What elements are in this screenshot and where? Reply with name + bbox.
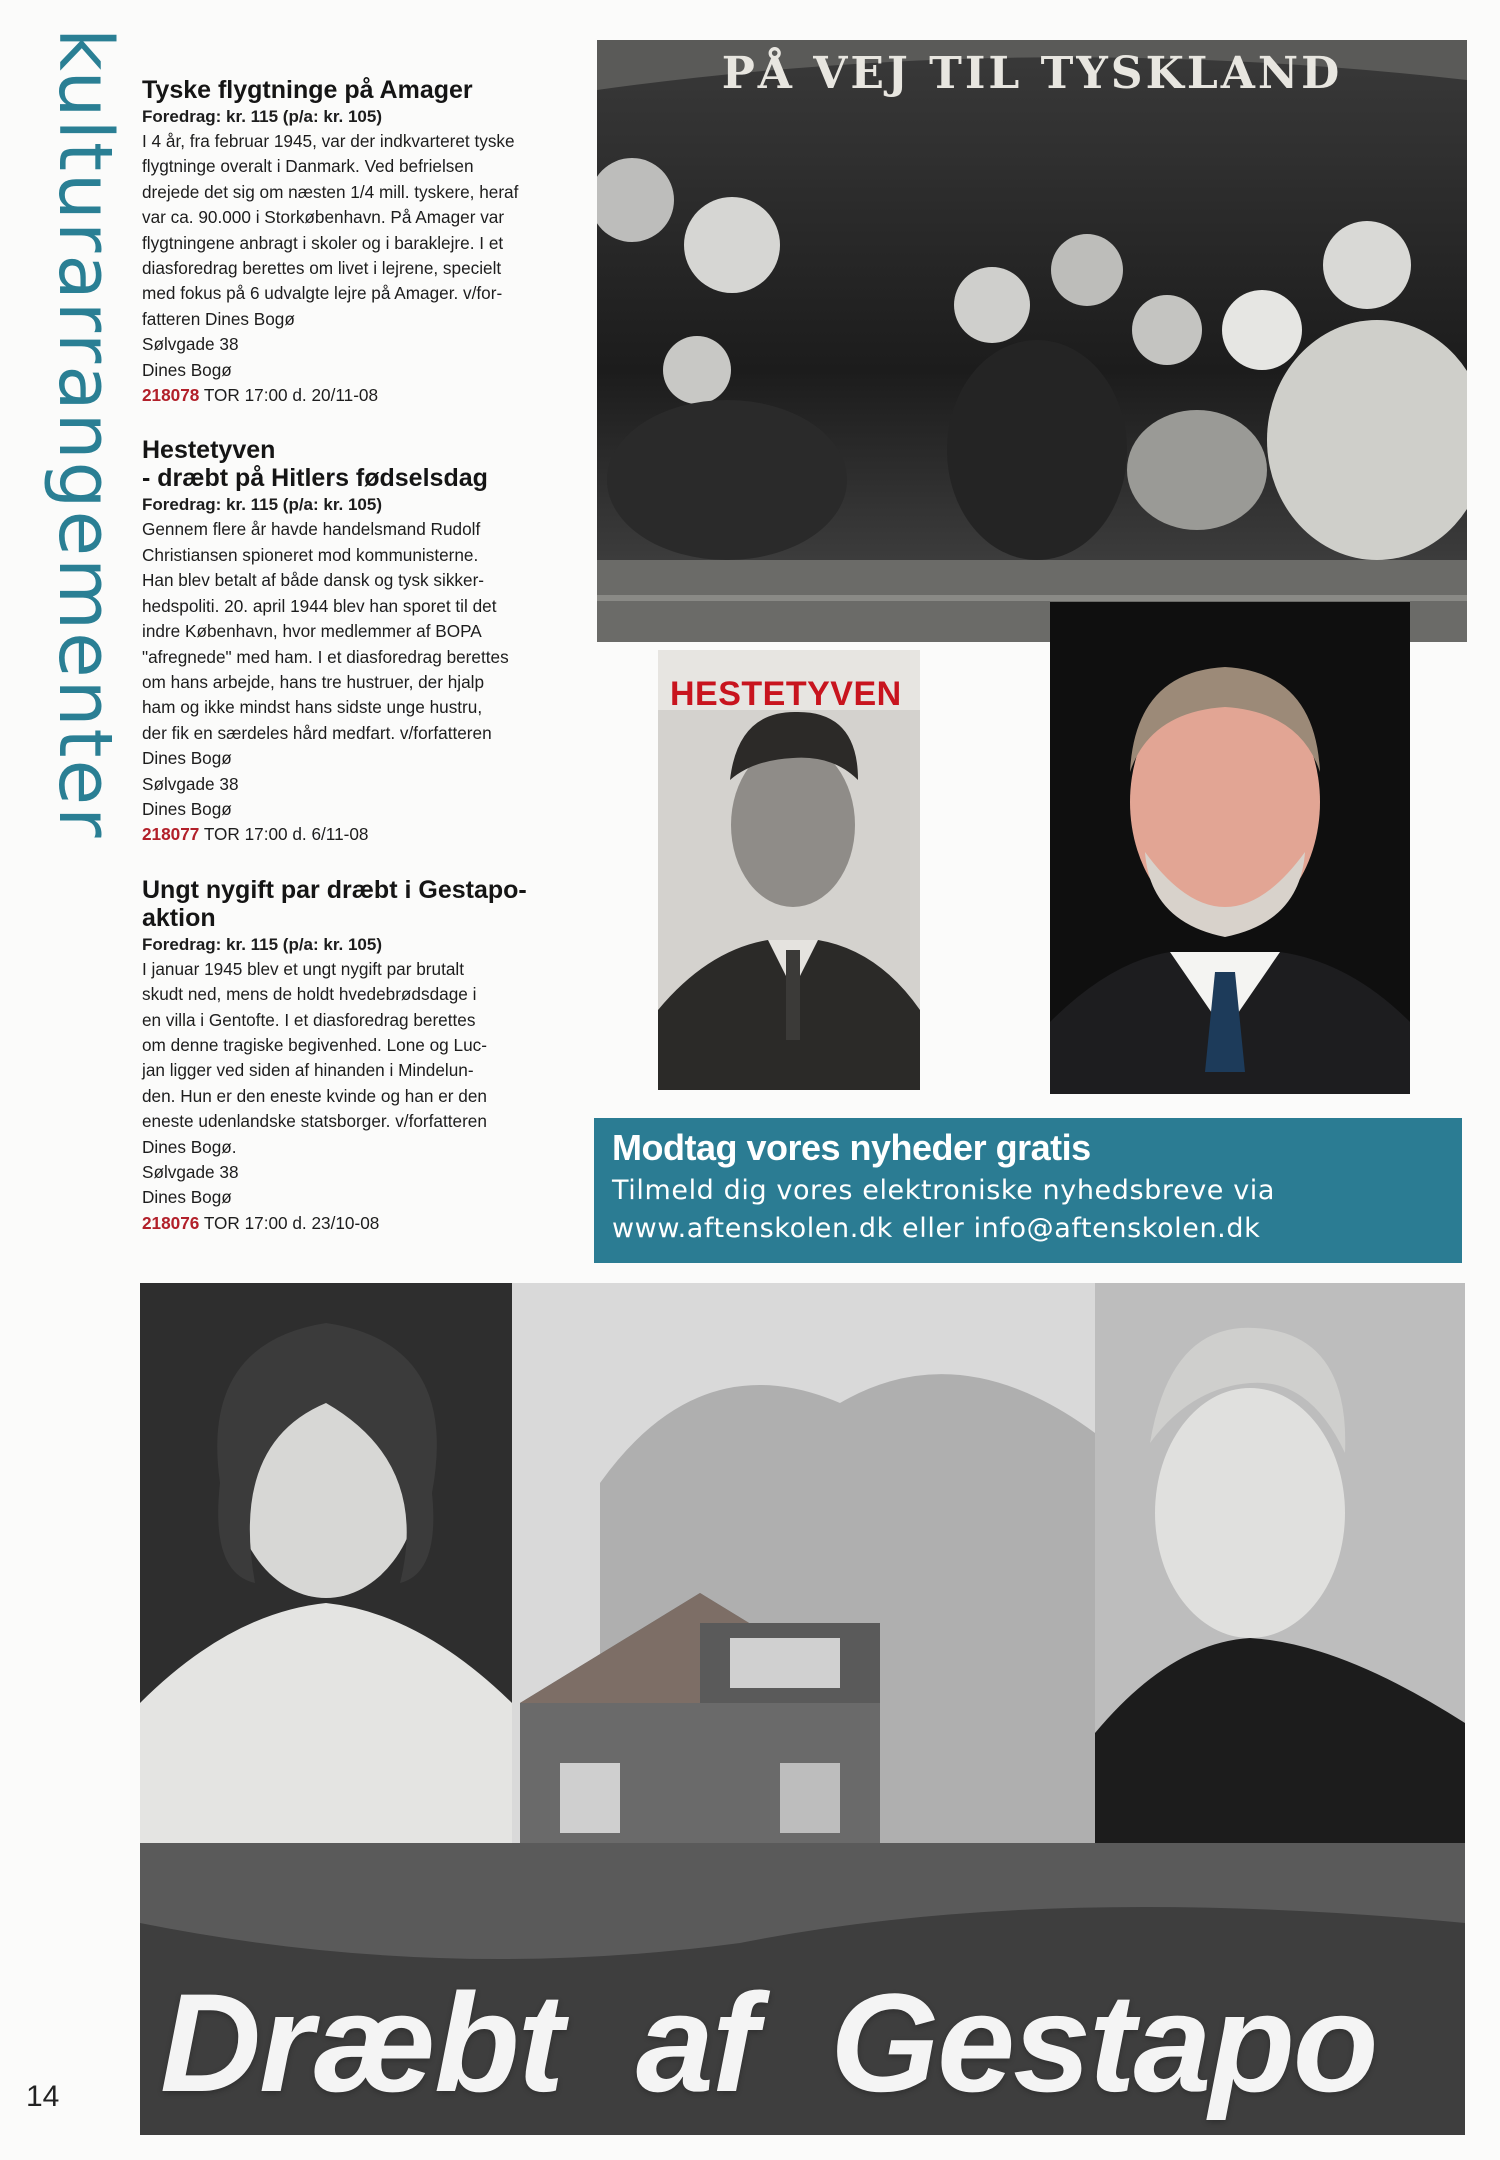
article-title: Ungt nygift par dræbt i Gestapo-aktion [142,875,527,932]
article-body: I januar 1945 blev et ungt nygift par brutalt skudt ned, mens de holdt hvedebrødsdage i en villa i Gentofte. I et diasforedrag berettes om denne tragiske begivenhed. Lone og Luc- jan ligger ved siden af hinanden i Mindelun- den. Hun er den eneste kvinde og han er den eneste udenlandske statsborger. v/forfatteren Dines Bogø. [142,958,487,1157]
photo-author [1050,602,1410,1094]
portrait-author-illustration [1050,602,1410,1094]
article-teacher: Dines Bogø [142,1187,232,1208]
article-schedule: 218078 TOR 17:00 d. 20/11-08 [142,385,379,406]
article-address: Sølvgade 38 [142,1162,239,1182]
newsletter-heading: Modtag vores nyheder gratis [612,1127,1091,1168]
article-title: Tyske flygtninge på Amager [142,76,473,104]
photo-caption: PÅ VEJ TIL TYSKLAND [721,48,1343,99]
page-number: 14 [26,2080,60,2113]
newsletter-text: Tilmeld dig vores elektroniske nyhedsbreve via [612,1175,1276,1206]
article-hestetyven [142,436,582,847]
article-body: Gennem flere år havde handelsmand Rudolf Christiansen spioneret mod kommunisterne. Han blev betalt af både dansk og tysk sikker- hedspoliti. 20. april 1944 blev han sporet til det indre København, hvor medlemmer af BOPA "afregnede" med ham. I et diasforedrag berettes om hans arbejde, hans tre hustruer, der hjalp ham og ikke mindst hans sidste unge hustru, der fik en særdeles hård medfart. v/forfatteren Dines Bogø [142,519,509,769]
photo-refugees [597,40,1467,642]
collage-headline: Dræbt af Gestapo [160,1964,1377,2121]
article-price: Foredrag: kr. 115 (p/a: kr. 105) [142,107,383,126]
refugees-illustration [597,40,1467,642]
course-code: 218076 [142,1212,200,1233]
article-schedule: 218077 TOR 17:00 d. 6/11-08 [142,824,369,845]
article-teacher: Dines Bogø [142,359,232,380]
article-price: Foredrag: kr. 115 (p/a: kr. 105) [142,495,383,515]
article-list [142,76,582,1264]
article-teacher: Dines Bogø [142,798,232,819]
article-price: Foredrag: kr. 115 (p/a: kr. 105) [142,934,383,954]
article-ungt-nygift-par [142,876,582,1236]
portrait-man-illustration [658,650,920,1090]
section-title: kulturarrangementer [42,28,128,840]
photo-hestetyven [658,650,920,1090]
article-address: Sølvgade 38 [142,773,239,794]
article-tyske-flygtninge [142,76,582,408]
course-code: 218077 [142,824,200,845]
article-title: Hestetyven - dræbt på Hitlers fødselsdag [142,436,488,493]
article-address: Sølvgade 38 [142,334,239,355]
newsletter-contact-link[interactable]: www.aftenskolen.dk eller info@aftenskolen.dk [612,1213,1261,1244]
article-schedule: 218076 TOR 17:00 d. 23/10-08 [142,1212,380,1233]
hestetyven-label: HESTETYVEN [670,675,902,713]
newsletter-banner [594,1118,1462,1263]
course-code: 218078 [142,385,200,406]
article-body: I 4 år, fra februar 1945, var der indkvarteret tyske flygtninge overalt i Danmark. Ved befrielsen drejede det sig om næsten 1/4 mill. tyskere, heraf var ca. 90.000 i Storkøbenhavn. På Amager var flygtningene anbragt i skoler og i baraklejre. I et diasforedrag berettes om livet i lejrene, specielt med fokus på 6 udvalgte lejre på Amager. v/for- fatteren Dines Bogø [142,131,519,329]
